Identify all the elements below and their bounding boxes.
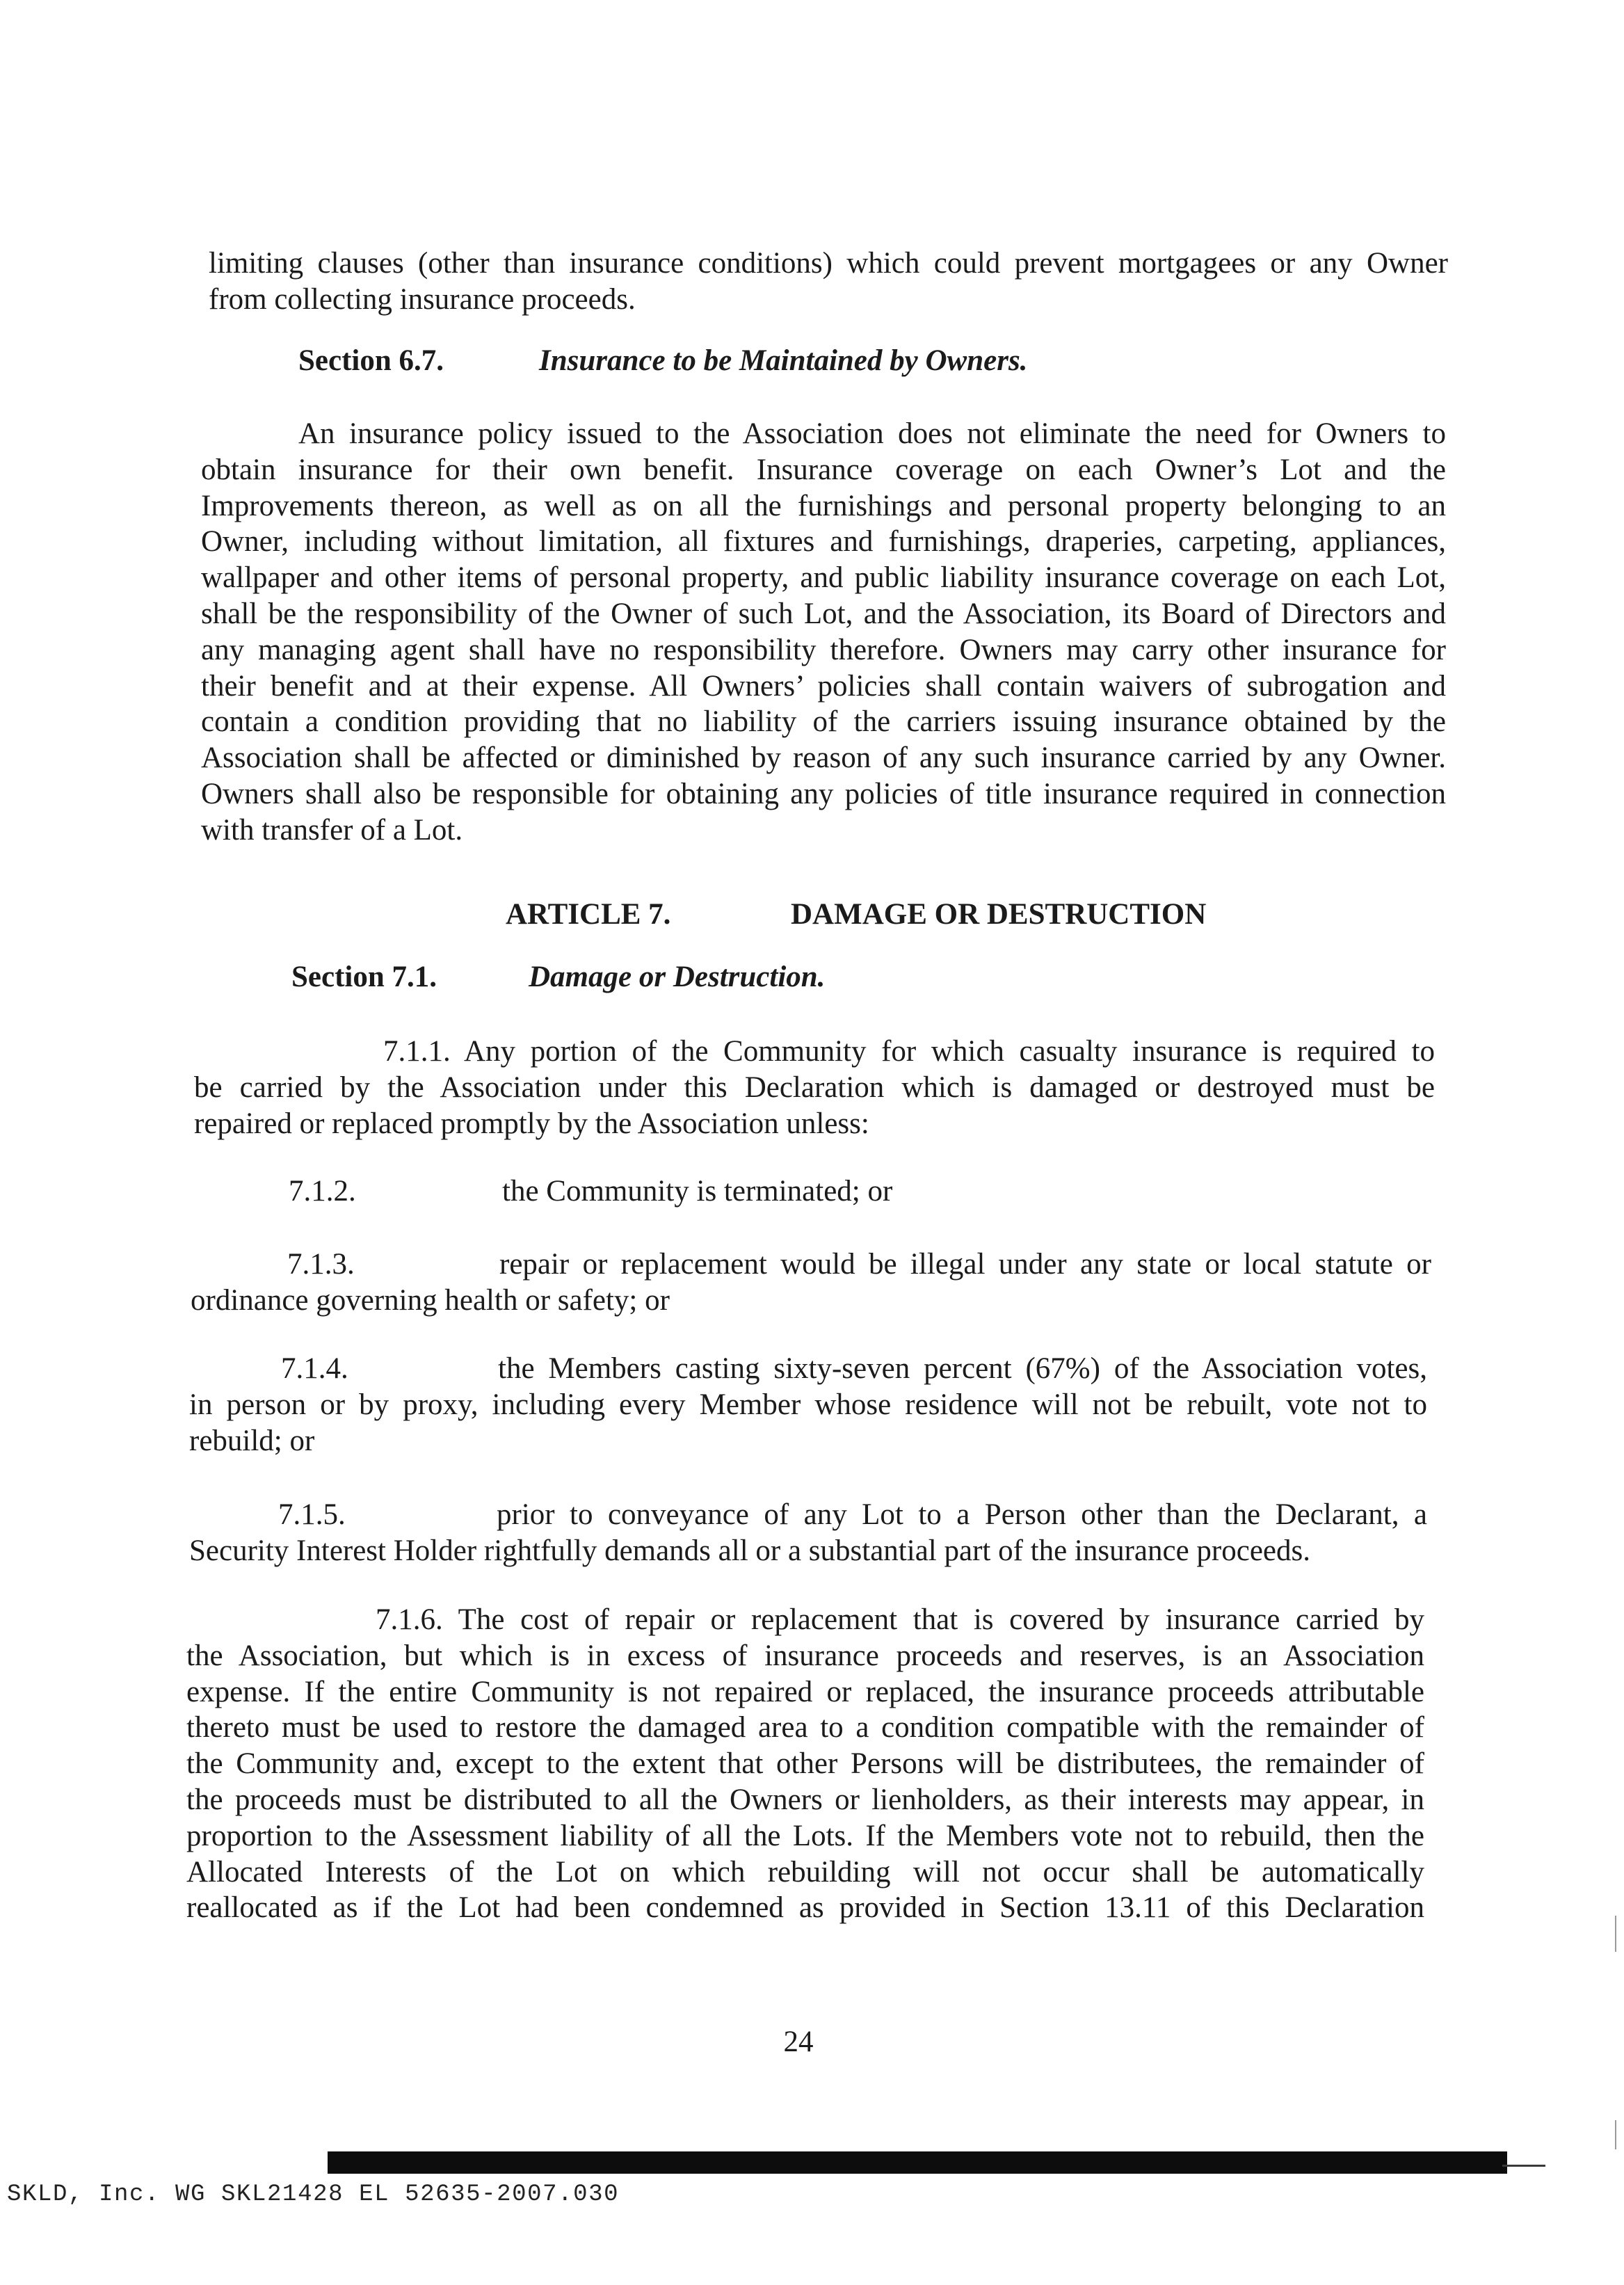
- paragraph-line: [189, 1497, 1427, 1533]
- section-7-1-title: Damage or Destruction.: [529, 961, 826, 993]
- paragraph-line: limiting clauses (other than insurance conditions) which could prevent mortgagees or any Owner: [209, 247, 1448, 280]
- paragraph-line: [194, 1034, 1435, 1070]
- paragraph-7-1-3: [191, 1246, 1431, 1319]
- paragraph-line: Association shall be affected or diminished by reason of any such insurance carried by any Owner.: [201, 741, 1446, 775]
- article-7-number: ARTICLE 7.: [506, 898, 671, 931]
- paragraph-line: in person or by proxy, including every Member whose residence will not be rebuilt, vote not to: [189, 1388, 1427, 1421]
- clause-number: 7.1.3.: [287, 1248, 355, 1281]
- clause-number: 7.1.6.: [376, 1603, 443, 1636]
- page-number: 24: [783, 2026, 814, 2058]
- clause-number: 7.1.5.: [278, 1498, 346, 1531]
- paragraph-line: contain a condition providing that no liability of the carriers issuing insurance obtained by the: [201, 705, 1446, 739]
- paragraph-line: Improvements thereon, as well as on all the furnishings and personal property belonging to an: [201, 489, 1446, 522]
- scan-artifact: [1615, 2120, 1616, 2149]
- continuation-paragraph: [209, 246, 1448, 318]
- paragraph-line: with transfer of a Lot.: [201, 813, 463, 847]
- paragraph-line: An insurance policy issued to the Association does not eliminate the need for Owners to: [298, 417, 1446, 450]
- paragraph-line: obtain insurance for their own benefit. Insurance coverage on each Owner’s Lot and the: [201, 453, 1446, 486]
- clause-text: the Community is terminated; or: [502, 1175, 893, 1208]
- paragraph-7-1-1: [194, 1034, 1435, 1141]
- scan-footer-bar: [328, 2151, 1507, 2174]
- paragraph-line: from collecting insurance proceeds.: [209, 282, 636, 316]
- paragraph-line: Owners shall also be responsible for obtaining any policies of title insurance required in connection: [201, 777, 1446, 810]
- clause-number: 7.1.2.: [289, 1175, 356, 1208]
- paragraph-7-1-5: [189, 1497, 1427, 1569]
- paragraph-line: the proceeds must be distributed to all the Owners or lienholders, as their interests may appear, in: [186, 1783, 1424, 1816]
- article-7-title: DAMAGE OR DESTRUCTION: [791, 898, 1207, 931]
- paragraph-line: the Community and, except to the extent that other Persons will be distributees, the remainder of: [186, 1747, 1424, 1781]
- paragraph-7-1-2: [189, 1173, 1427, 1210]
- paragraph-line: the Association, but which is in excess of insurance proceeds and reserves, is an Association: [186, 1639, 1424, 1672]
- paragraph-7-1-6: [186, 1602, 1424, 1926]
- document-footer-id: SKLD, Inc. WG SKL21428 EL 52635-2007.030: [7, 2181, 620, 2208]
- paragraph-line: [186, 1602, 1424, 1638]
- paragraph-line: their benefit and at their expense. All Owners’ policies shall contain waivers of subrogation and: [201, 669, 1446, 703]
- clause-number: 7.1.4.: [281, 1352, 348, 1385]
- section-7-1-number: Section 7.1.: [291, 961, 437, 993]
- paragraph-line: proportion to the Assessment liability of all the Lots. If the Members vote not to rebuild, then the: [186, 1819, 1424, 1852]
- paragraph-line: ordinance governing health or safety; or: [191, 1283, 670, 1317]
- scan-artifact: [1615, 1916, 1616, 1952]
- clause-text: the Members casting sixty-seven percent (67%) of the Association votes,: [498, 1352, 1427, 1385]
- paragraph-line: shall be the responsibility of the Owner of such Lot, and the Association, its Board of Directors and: [201, 597, 1446, 630]
- clause-text: repair or replacement would be illegal under any state or local statute or: [499, 1248, 1431, 1281]
- section-6-7-body: [201, 416, 1446, 849]
- clause-number: 7.1.1.: [383, 1035, 451, 1068]
- paragraph-line: [189, 1173, 1427, 1210]
- paragraph-7-1-4: [189, 1351, 1427, 1459]
- paragraph-line: [191, 1246, 1431, 1283]
- paragraph-line: Allocated Interests of the Lot on which rebuilding will not occur shall be automatically: [186, 1855, 1424, 1889]
- paragraph-line: [189, 1351, 1427, 1387]
- paragraph-line: be carried by the Association under this Declaration which is damaged or destroyed must be: [194, 1071, 1435, 1104]
- paragraph-line: any managing agent shall have no responsibility therefore. Owners may carry other insurance for: [201, 633, 1446, 666]
- paragraph-line: Owner, including without limitation, all fixtures and furnishings, draperies, carpeting, appliances,: [201, 525, 1446, 559]
- paragraph-line: expense. If the entire Community is not repaired or replaced, the insurance proceeds attributable: [186, 1675, 1424, 1708]
- paragraph-line: rebuild; or: [189, 1424, 315, 1457]
- clause-text: The cost of repair or replacement that is covered by insurance carried by: [458, 1603, 1424, 1636]
- section-6-7-title: Insurance to be Maintained by Owners.: [539, 344, 1028, 377]
- clause-text: prior to conveyance of any Lot to a Person other than the Declarant, a: [497, 1498, 1427, 1531]
- paragraph-line: thereto must be used to restore the damaged area to a condition compatible with the remainder of: [186, 1711, 1424, 1745]
- paragraph-line: wallpaper and other items of personal property, and public liability insurance coverage on each Lot,: [201, 561, 1446, 595]
- scan-footer-bar-tail: [1502, 2165, 1545, 2167]
- paragraph-line: reallocated as if the Lot had been condemned as provided in Section 13.11 of this Declaration: [186, 1891, 1424, 1925]
- clause-text: Any portion of the Community for which casualty insurance is required to: [463, 1035, 1435, 1068]
- section-6-7-number: Section 6.7.: [298, 344, 444, 377]
- paragraph-line: repaired or replaced promptly by the Association unless:: [194, 1107, 869, 1140]
- paragraph-line: Security Interest Holder rightfully demands all or a substantial part of the insurance proceeds.: [189, 1534, 1310, 1567]
